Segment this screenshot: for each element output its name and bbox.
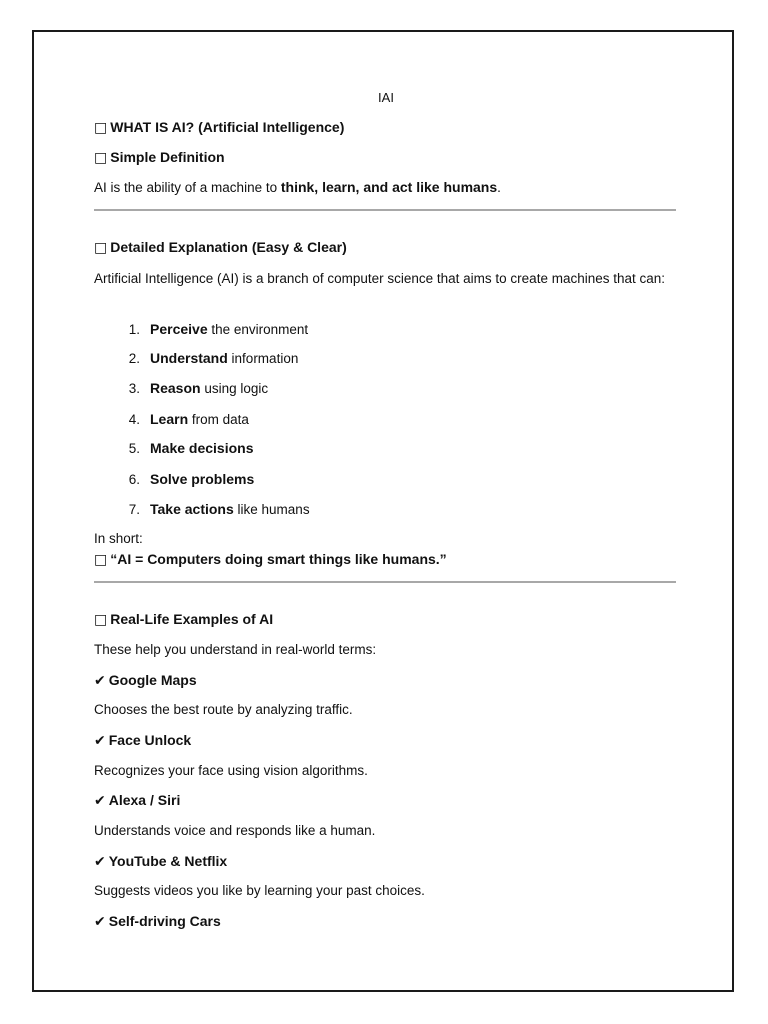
list-item [94,380,268,396]
list-item-term: Take actions [150,501,234,517]
examples-intro: These help you understand in real-world terms: [94,642,377,657]
list-number: 2. [128,351,140,366]
list-item-term: Perceive [150,321,208,337]
horizontal-rule [94,209,676,211]
checkmark-icon: ✔ [94,673,106,689]
definition-emphasis: think, learn, and act like humans [280,179,498,195]
section-heading-real-life-examples: □ Real-Life Examples of AI [94,611,274,628]
example-title: ✔ Self-driving Cars [94,913,221,930]
list-number: 1. [128,322,140,337]
example-description: Chooses the best route by analyzing traffic. [94,702,353,717]
page-header: IAI [378,90,394,105]
example-title: ✔ Google Maps [94,672,197,689]
example-description: Recognizes your face using vision algorithms. [94,763,368,778]
heading-icon: □ [94,612,108,628]
horizontal-rule [94,581,676,583]
list-item-text: information [227,351,299,366]
list-number: 7. [128,502,140,517]
list-item-text: like humans [233,502,310,517]
definition-paragraph: AI is the ability of a machine to think, learn, and act like humans. [94,179,501,195]
list-item-term: Reason [150,380,201,396]
list-number: 5. [128,441,140,456]
heading-icon: □ [94,120,108,136]
list-item-text: from data [188,412,249,427]
example-title: ✔ Face Unlock [94,732,192,749]
example-description: Understands voice and responds like a human. [94,823,376,838]
quote-icon: □ [94,552,108,568]
list-item-term: Solve problems [150,471,255,487]
list-item [94,321,308,337]
subheading-icon: □ [94,150,108,166]
example-title: ✔ YouTube & Netflix [94,853,228,870]
list-item [94,350,298,366]
list-item-term: Make decisions [150,440,254,456]
in-short-label: In short: [94,531,143,546]
checkmark-icon: ✔ [94,914,106,930]
list-item-term: Learn [150,411,189,427]
checkmark-icon: ✔ [94,854,106,870]
heading-icon: □ [94,240,108,256]
checkmark-icon: ✔ [94,733,106,749]
list-item [94,440,254,456]
list-number: 4. [128,412,140,427]
example-description: Suggests videos you like by learning your past choices. [94,883,425,898]
explanation-intro: Artificial Intelligence (AI) is a branch of computer science that aims to create machines that can: [94,271,666,286]
summary-quote: □ “AI = Computers doing smart things like humans.” [94,551,447,568]
checkmark-icon: ✔ [94,793,106,809]
list-item-term: Understand [150,350,228,366]
list-item-text: using logic [200,381,269,396]
list-number: 3. [128,381,140,396]
section-heading-what-is-ai: □ WHAT IS AI? (Artificial Intelligence) [94,119,345,136]
list-item [94,471,254,487]
section-heading-detailed-explanation: □ Detailed Explanation (Easy & Clear) [94,239,347,256]
list-number: 6. [128,472,140,487]
list-item-text: the environment [207,322,309,337]
subheading-simple-definition: □ Simple Definition [94,149,225,166]
document-page [32,30,734,992]
list-item [94,501,310,517]
list-item [94,411,249,427]
example-title: ✔ Alexa / Siri [94,792,181,809]
